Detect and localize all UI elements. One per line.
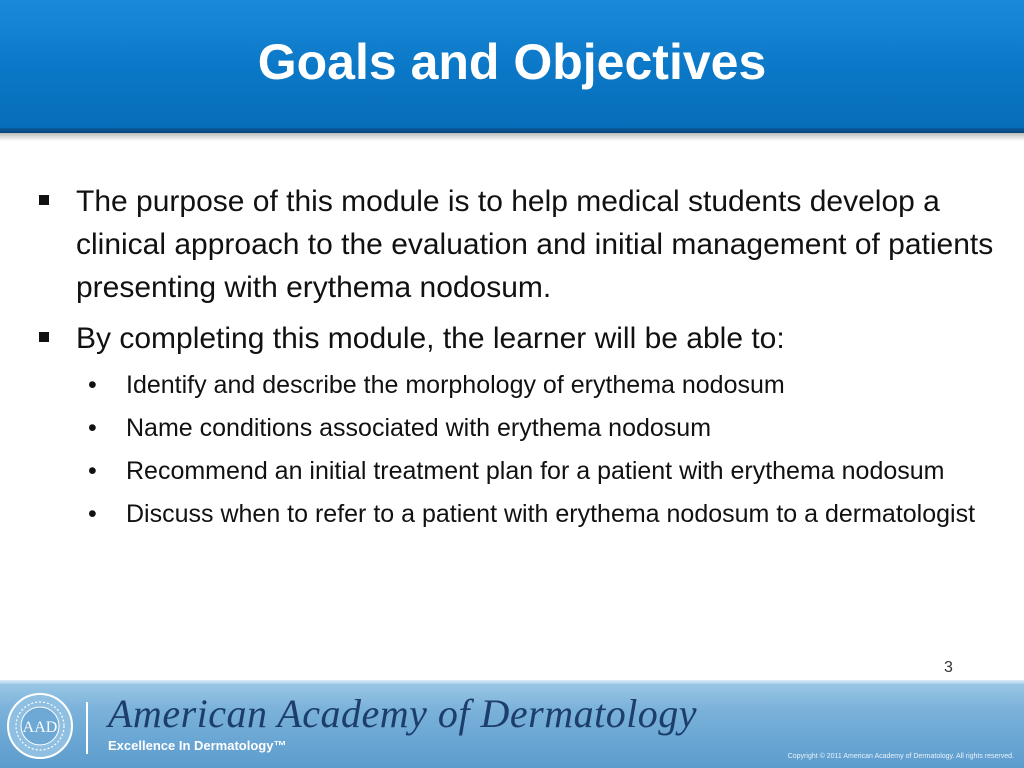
svg-text:AAD: AAD	[22, 719, 58, 736]
dot-bullet-icon: •	[88, 500, 97, 528]
objective-text: Identify and describe the morphology of erythema nodosum	[126, 371, 785, 399]
dot-bullet-icon: •	[88, 457, 97, 485]
objective-text: Name conditions associated with erythema nodosum	[126, 414, 712, 442]
bullet-text: By completing this module, the learner will be able to:	[76, 322, 785, 355]
dot-bullet-icon: •	[88, 371, 97, 399]
objective-item	[34, 368, 1009, 402]
footer-divider	[86, 702, 88, 754]
objective-item	[34, 454, 1009, 488]
objectives-list	[34, 368, 1009, 531]
organization-tagline: Excellence In Dermatology™	[108, 738, 287, 753]
bullet-purpose	[34, 180, 1009, 309]
bullet-objectives-intro	[34, 317, 1009, 360]
page-number: 3	[944, 659, 953, 676]
copyright-notice: Copyright © 2011 American Academy of Dermatology. All rights reserved.	[787, 753, 1014, 760]
bullet-text: The purpose of this module is to help medical students develop a clinical approach to the evaluation and initial management of patients presenting with erythema nodosum.	[76, 185, 994, 304]
objective-text: Recommend an initial treatment plan for a patient with erythema nodosum	[126, 457, 945, 485]
objective-item	[34, 497, 1009, 531]
square-bullet-icon	[39, 195, 49, 205]
slide-content	[34, 180, 1009, 540]
slide-title: Goals and Objectives	[257, 34, 767, 90]
square-bullet-icon	[39, 332, 49, 342]
objective-item	[34, 411, 1009, 445]
aad-seal-icon	[6, 692, 74, 760]
title-shadow	[0, 133, 1024, 141]
organization-name: American Academy of Dermatology	[108, 691, 698, 736]
objective-text: Discuss when to refer to a patient with erythema nodosum to a dermatologist	[126, 500, 976, 528]
footer-bar	[0, 680, 1024, 768]
dot-bullet-icon: •	[88, 414, 97, 442]
